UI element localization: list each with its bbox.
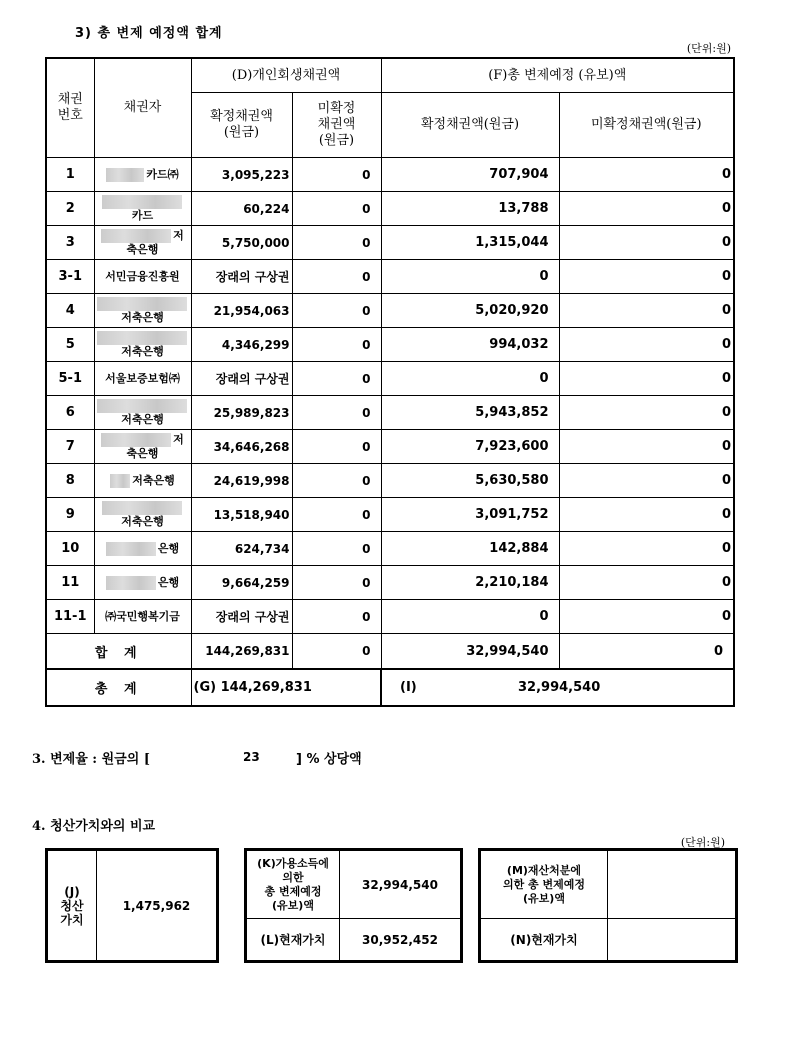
row-f-unconfirmed xyxy=(559,328,734,362)
row-creditor-text: 서민금융진흥원 xyxy=(105,270,180,283)
row-f-unconfirmed-text: 0 xyxy=(721,405,731,420)
row-d-unconfirmed-text: 0 xyxy=(362,303,371,318)
header-d-group: (D)개인회생채권액 xyxy=(191,58,381,93)
row-f-confirmed-text: 0 xyxy=(539,269,549,284)
redacted-name xyxy=(97,399,187,413)
row-f-unconfirmed-text: 0 xyxy=(721,371,731,386)
redacted-name xyxy=(101,229,171,243)
row-d-confirmed-text: 60,224 xyxy=(243,201,290,216)
row-number xyxy=(46,226,94,260)
table-row xyxy=(46,464,734,498)
row-creditor xyxy=(94,464,191,498)
row-f-unconfirmed xyxy=(559,464,734,498)
row-number xyxy=(46,294,94,328)
row-creditor-text: 저축은행 xyxy=(126,229,184,256)
row-number-text: 8 xyxy=(65,473,75,488)
row-d-unconfirmed xyxy=(292,566,381,600)
row-creditor-text: 은행 xyxy=(157,575,180,589)
row-creditor xyxy=(94,532,191,566)
row-d-confirmed xyxy=(191,600,292,634)
repayment-rate-suffix: ] % 상당액 xyxy=(296,752,362,767)
unit-label: (단위:원) xyxy=(686,42,731,55)
header-f-group: (F)총 변제예정 (유보)액 xyxy=(381,58,734,93)
row-d-unconfirmed-text: 0 xyxy=(362,371,371,386)
row-f-confirmed xyxy=(381,396,559,430)
row-d-confirmed-text: 장래의 구상권 xyxy=(215,372,290,386)
row-number-text: 4 xyxy=(65,303,75,318)
row-creditor xyxy=(94,328,191,362)
row-d-confirmed-text: 4,346,299 xyxy=(221,337,290,352)
row-f-unconfirmed-text: 0 xyxy=(721,337,731,352)
redacted-name xyxy=(97,331,187,345)
row-f-unconfirmed xyxy=(559,226,734,260)
row-d-unconfirmed xyxy=(292,396,381,430)
row-number xyxy=(46,464,94,498)
row-number-text: 3-1 xyxy=(58,269,82,284)
row-f-confirmed xyxy=(381,226,559,260)
row-creditor xyxy=(94,396,191,430)
row-f-unconfirmed-text: 0 xyxy=(721,439,731,454)
row-number-text: 5-1 xyxy=(58,371,82,386)
row-f-confirmed xyxy=(381,430,559,464)
row-d-confirmed-text: 장래의 구상권 xyxy=(215,610,290,624)
redacted-name xyxy=(106,168,144,182)
row-number xyxy=(46,260,94,294)
table-row xyxy=(46,600,734,634)
row-f-unconfirmed-text: 0 xyxy=(721,269,731,284)
subtotal-d2: 0 xyxy=(292,634,381,670)
row-creditor xyxy=(94,362,191,396)
header-no: 채권 번호 xyxy=(46,58,94,158)
table-row xyxy=(46,328,734,362)
row-d-unconfirmed xyxy=(292,362,381,396)
row-f-unconfirmed-text: 0 xyxy=(721,575,731,590)
row-d-unconfirmed-text: 0 xyxy=(362,541,371,556)
row-number-text: 10 xyxy=(61,541,80,556)
asset-disposal-box xyxy=(478,848,738,963)
row-f-confirmed xyxy=(381,566,559,600)
asset-disposal-value xyxy=(608,851,736,919)
row-f-confirmed xyxy=(381,362,559,396)
present-value-n xyxy=(608,919,736,961)
row-creditor-text: ㈜국민행복기금 xyxy=(105,610,180,623)
row-d-confirmed xyxy=(191,464,292,498)
row-number-text: 1 xyxy=(65,167,75,182)
row-number-text: 11 xyxy=(61,575,80,590)
row-number-text: 3 xyxy=(65,235,75,250)
liquidation-value-box xyxy=(45,848,219,963)
repayment-rate-value: 23 xyxy=(243,750,260,764)
row-d-confirmed-text: 3,095,223 xyxy=(221,167,290,182)
row-d-unconfirmed xyxy=(292,464,381,498)
unit-label-2: (단위:원) xyxy=(680,836,725,849)
row-d-unconfirmed xyxy=(292,158,381,192)
table-row xyxy=(46,396,734,430)
row-d-unconfirmed-text: 0 xyxy=(362,609,371,624)
row-number xyxy=(46,362,94,396)
header-f-unconfirmed: 미확정채권액(원금) xyxy=(559,93,734,158)
repayment-table xyxy=(45,57,735,707)
row-f-unconfirmed xyxy=(559,260,734,294)
row-d-confirmed-text: 25,989,823 xyxy=(213,405,290,420)
row-d-unconfirmed-text: 0 xyxy=(362,167,371,182)
row-d-unconfirmed xyxy=(292,328,381,362)
repayment-rate-label: 3. 변제율 : 원금의 [ xyxy=(32,752,150,767)
redacted-name xyxy=(110,474,130,488)
row-f-unconfirmed xyxy=(559,430,734,464)
row-f-confirmed-text: 3,091,752 xyxy=(475,507,549,522)
subtotal-f2: 0 xyxy=(559,634,734,670)
row-f-confirmed-text: 13,788 xyxy=(498,201,549,216)
row-d-confirmed-text: 21,954,063 xyxy=(213,303,290,318)
row-d-confirmed-text: 9,664,259 xyxy=(221,575,290,590)
row-number-text: 5 xyxy=(65,337,75,352)
subtotal-d1: 144,269,831 xyxy=(191,634,292,670)
section3-title: 3) 총 변제 예정액 합계 xyxy=(75,26,223,41)
row-d-unconfirmed xyxy=(292,260,381,294)
row-d-unconfirmed xyxy=(292,192,381,226)
table-row xyxy=(46,566,734,600)
row-d-confirmed-text: 5,750,000 xyxy=(221,235,290,250)
row-number xyxy=(46,498,94,532)
row-f-unconfirmed xyxy=(559,294,734,328)
row-d-confirmed xyxy=(191,566,292,600)
row-f-unconfirmed-text: 0 xyxy=(721,201,731,216)
row-d-unconfirmed-text: 0 xyxy=(362,575,371,590)
row-f-unconfirmed-text: 0 xyxy=(721,167,731,182)
section4-title: 4. 청산가치와의 비교 xyxy=(32,819,156,834)
row-f-unconfirmed-text: 0 xyxy=(721,541,731,556)
row-number-text: 2 xyxy=(65,201,75,216)
row-creditor xyxy=(94,430,191,464)
redacted-name xyxy=(102,501,182,515)
row-number xyxy=(46,192,94,226)
row-creditor-text: 저축은행 xyxy=(121,413,164,426)
table-row xyxy=(46,498,734,532)
row-number-text: 11-1 xyxy=(53,609,87,624)
row-f-confirmed-text: 5,943,852 xyxy=(475,405,549,420)
row-d-unconfirmed xyxy=(292,430,381,464)
row-creditor xyxy=(94,260,191,294)
redacted-name xyxy=(102,195,182,209)
total-label: 총 계 xyxy=(46,669,191,706)
row-f-confirmed xyxy=(381,260,559,294)
row-f-unconfirmed xyxy=(559,192,734,226)
row-f-confirmed xyxy=(381,600,559,634)
header-d-confirmed: 확정채권액 (원금) xyxy=(191,93,292,158)
row-f-unconfirmed-text: 0 xyxy=(721,507,731,522)
row-d-unconfirmed xyxy=(292,226,381,260)
income-repayment-box xyxy=(244,848,463,963)
total-i-label: (I) xyxy=(400,680,417,695)
table-row xyxy=(46,362,734,396)
row-d-confirmed xyxy=(191,226,292,260)
row-number xyxy=(46,532,94,566)
row-d-unconfirmed-text: 0 xyxy=(362,337,371,352)
row-f-confirmed xyxy=(381,328,559,362)
row-creditor xyxy=(94,294,191,328)
present-value-l: 30,952,452 xyxy=(340,919,461,961)
row-f-unconfirmed xyxy=(559,396,734,430)
row-d-confirmed xyxy=(191,396,292,430)
row-f-confirmed-text: 5,630,580 xyxy=(475,473,549,488)
row-creditor-text: 저축은행 xyxy=(132,473,175,487)
row-f-unconfirmed xyxy=(559,600,734,634)
row-f-unconfirmed-text: 0 xyxy=(721,609,731,624)
row-f-confirmed xyxy=(381,158,559,192)
table-row xyxy=(46,294,734,328)
row-creditor-text: 저축은행 xyxy=(121,345,164,358)
table-row xyxy=(46,532,734,566)
header-f-confirmed: 확정채권액(원금) xyxy=(381,93,559,158)
row-creditor-text: 서울보증보험㈜ xyxy=(105,372,180,385)
row-f-unconfirmed-text: 0 xyxy=(721,473,731,488)
row-d-confirmed-text: 34,646,268 xyxy=(213,439,290,454)
row-f-confirmed-text: 7,923,600 xyxy=(475,439,549,454)
row-f-confirmed-text: 1,315,044 xyxy=(475,235,549,250)
row-d-unconfirmed-text: 0 xyxy=(362,201,371,216)
table-row xyxy=(46,260,734,294)
row-creditor xyxy=(94,226,191,260)
redacted-name xyxy=(97,297,187,311)
row-d-confirmed-text: 624,734 xyxy=(234,541,290,556)
row-number xyxy=(46,396,94,430)
row-creditor-text: 카드㈜ xyxy=(146,167,179,181)
row-f-unconfirmed xyxy=(559,532,734,566)
row-f-confirmed-text: 994,032 xyxy=(489,337,549,352)
header-d-unconfirmed: 미확정 채권액 (원금) xyxy=(292,93,381,158)
row-f-confirmed xyxy=(381,294,559,328)
table-row xyxy=(46,226,734,260)
row-d-unconfirmed xyxy=(292,532,381,566)
table-row xyxy=(46,430,734,464)
row-d-confirmed-text: 13,518,940 xyxy=(213,507,290,522)
row-f-unconfirmed xyxy=(559,566,734,600)
row-d-unconfirmed-text: 0 xyxy=(362,473,371,488)
table-row xyxy=(46,158,734,192)
row-number xyxy=(46,600,94,634)
row-creditor xyxy=(94,498,191,532)
row-d-unconfirmed-text: 0 xyxy=(362,269,371,284)
row-d-unconfirmed xyxy=(292,600,381,634)
asset-disposal-label: (M)재산처분에 의한 총 변제예정 (유보)액 xyxy=(481,851,608,919)
subtotal-f1: 32,994,540 xyxy=(381,634,559,670)
row-d-confirmed xyxy=(191,294,292,328)
row-number xyxy=(46,328,94,362)
row-number-text: 9 xyxy=(65,507,75,522)
row-f-confirmed-text: 142,884 xyxy=(489,541,549,556)
row-creditor-text: 은행 xyxy=(157,541,180,555)
row-number xyxy=(46,566,94,600)
row-f-confirmed-text: 2,210,184 xyxy=(475,575,549,590)
table-row xyxy=(46,192,734,226)
row-creditor-text: 카드 xyxy=(131,209,154,222)
row-d-confirmed xyxy=(191,498,292,532)
row-d-unconfirmed-text: 0 xyxy=(362,507,371,522)
row-f-confirmed-text: 707,904 xyxy=(489,167,549,182)
row-d-confirmed xyxy=(191,192,292,226)
row-creditor-text: 저축은행 xyxy=(121,515,164,528)
row-f-confirmed xyxy=(381,192,559,226)
row-f-unconfirmed-text: 0 xyxy=(721,303,731,318)
row-creditor xyxy=(94,192,191,226)
row-f-confirmed xyxy=(381,464,559,498)
present-value-n-label: (N)현재가치 xyxy=(481,919,608,961)
row-f-confirmed-text: 0 xyxy=(539,609,549,624)
row-d-unconfirmed xyxy=(292,294,381,328)
liquidation-label: (J) 청산 가치 xyxy=(48,851,97,961)
row-d-unconfirmed-text: 0 xyxy=(362,235,371,250)
row-creditor xyxy=(94,158,191,192)
row-number-text: 6 xyxy=(65,405,75,420)
row-d-confirmed xyxy=(191,158,292,192)
total-g: (G) 144,269,831 xyxy=(191,669,381,706)
redacted-name xyxy=(106,576,156,590)
row-f-unconfirmed xyxy=(559,362,734,396)
row-f-confirmed xyxy=(381,498,559,532)
row-d-confirmed xyxy=(191,260,292,294)
row-number-text: 7 xyxy=(65,439,75,454)
row-f-confirmed-text: 0 xyxy=(539,371,549,386)
row-d-confirmed-text: 장래의 구상권 xyxy=(215,270,290,284)
redacted-name xyxy=(101,433,171,447)
liquidation-value: 1,475,962 xyxy=(97,851,217,961)
row-d-unconfirmed-text: 0 xyxy=(362,405,371,420)
header-creditor: 채권자 xyxy=(94,58,191,158)
row-f-unconfirmed xyxy=(559,158,734,192)
row-d-confirmed xyxy=(191,328,292,362)
row-creditor-text: 저축은행 xyxy=(121,311,164,324)
row-d-unconfirmed-text: 0 xyxy=(362,439,371,454)
subtotal-label: 합 계 xyxy=(46,634,191,670)
row-f-unconfirmed xyxy=(559,498,734,532)
row-creditor xyxy=(94,566,191,600)
row-d-confirmed xyxy=(191,362,292,396)
row-number xyxy=(46,430,94,464)
redacted-name xyxy=(106,542,156,556)
row-d-confirmed-text: 24,619,998 xyxy=(213,473,290,488)
total-i-value: 32,994,540 xyxy=(518,680,601,695)
row-d-confirmed xyxy=(191,532,292,566)
row-f-confirmed xyxy=(381,532,559,566)
row-d-unconfirmed xyxy=(292,498,381,532)
present-value-l-label: (L)현재가치 xyxy=(247,919,340,961)
row-creditor xyxy=(94,600,191,634)
row-number xyxy=(46,158,94,192)
row-d-confirmed xyxy=(191,430,292,464)
row-f-confirmed-text: 5,020,920 xyxy=(475,303,549,318)
income-repayment-label: (K)가용소득에 의한 총 변제예정 (유보)액 xyxy=(247,851,340,919)
row-creditor-text: 저축은행 xyxy=(126,433,184,460)
income-repayment-value: 32,994,540 xyxy=(340,851,461,919)
row-f-unconfirmed-text: 0 xyxy=(721,235,731,250)
